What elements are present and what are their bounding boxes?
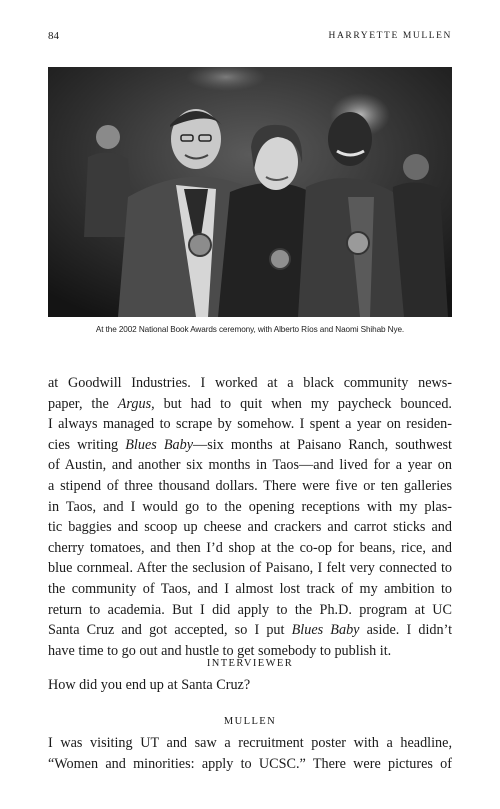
text-line [48, 373, 452, 394]
text-run: Blues Baby [125, 436, 194, 453]
text-run: Santa Cruz and got accepted, so I put [48, 622, 292, 639]
text-run: of Austin, and another six months in Taos—and lived for a year on [48, 457, 452, 474]
text-line [48, 754, 452, 775]
text-run: the community of Taos, and I almost lost track of my ambition to [48, 580, 452, 597]
text-line [48, 579, 452, 600]
mullen-answer [48, 733, 452, 774]
text-run: —six months at Paisano Ranch, southwest [193, 436, 452, 453]
text-run: “Women and minorities: apply to UCSC.” There were pictures of [48, 755, 452, 772]
text-run: have time to go out and hustle to get somebody to publish it. [48, 642, 392, 659]
text-run: Blues Baby [291, 622, 360, 639]
text-run: in Taos, and I would go to the opening receptions with my plas- [48, 498, 452, 515]
text-line [48, 538, 452, 559]
text-run: Argus [117, 395, 152, 412]
speaker-label-mullen: MULLEN [223, 716, 277, 727]
text-run: aside. I didn’t [359, 622, 453, 639]
page-header [48, 30, 452, 46]
text-run: cherry tomatoes, and then I’d shop at the co-op for beans, rice, and [48, 539, 452, 556]
text-run: paper, the [48, 395, 118, 412]
interviewer-question: How did you end up at Santa Cruz? [48, 677, 251, 693]
text-line [48, 435, 452, 456]
text-line [48, 394, 452, 415]
text-line [48, 517, 452, 538]
text-line [48, 476, 452, 497]
text-line [48, 600, 452, 621]
text-run: I always managed to scrape by somehow. I spent a year on residen- [48, 416, 452, 433]
text-line [48, 558, 452, 579]
text-line [48, 414, 452, 435]
text-run: return to academia. But I did apply to the Ph.D. program at UC [48, 601, 452, 618]
text-run: at Goodwill Industries. I worked at a black community news- [48, 375, 452, 391]
text-run: a stipend of three thousand dollars. There were five or ten galleries [48, 477, 452, 494]
speaker-label-interviewer: INTERVIEWER [206, 658, 294, 669]
text-run: I was visiting UT and saw a recruitment poster with a headline, [48, 735, 452, 751]
text-run: tic baggies and scoop up cheese and crackers and carrot sticks and [48, 519, 452, 536]
text-line [48, 733, 452, 754]
text-line [48, 455, 452, 476]
page-number: 84 [48, 30, 59, 42]
text-run: cies writing [48, 436, 126, 453]
photograph-image [48, 67, 452, 317]
text-line [48, 620, 452, 641]
body-paragraph [48, 373, 452, 661]
text-line [48, 497, 452, 518]
text-run: blue cornmeal. After the seclusion of Paisano, I felt very connected to [48, 560, 452, 577]
photo-caption: At the 2002 National Book Awards ceremony, with Alberto Ríos and Naomi Shihab Nye. [95, 325, 405, 334]
running-head: HARRYETTE MULLEN [328, 31, 452, 41]
photograph [48, 67, 452, 317]
text-run: , but had to quit when my paycheck bounced. [151, 395, 452, 412]
